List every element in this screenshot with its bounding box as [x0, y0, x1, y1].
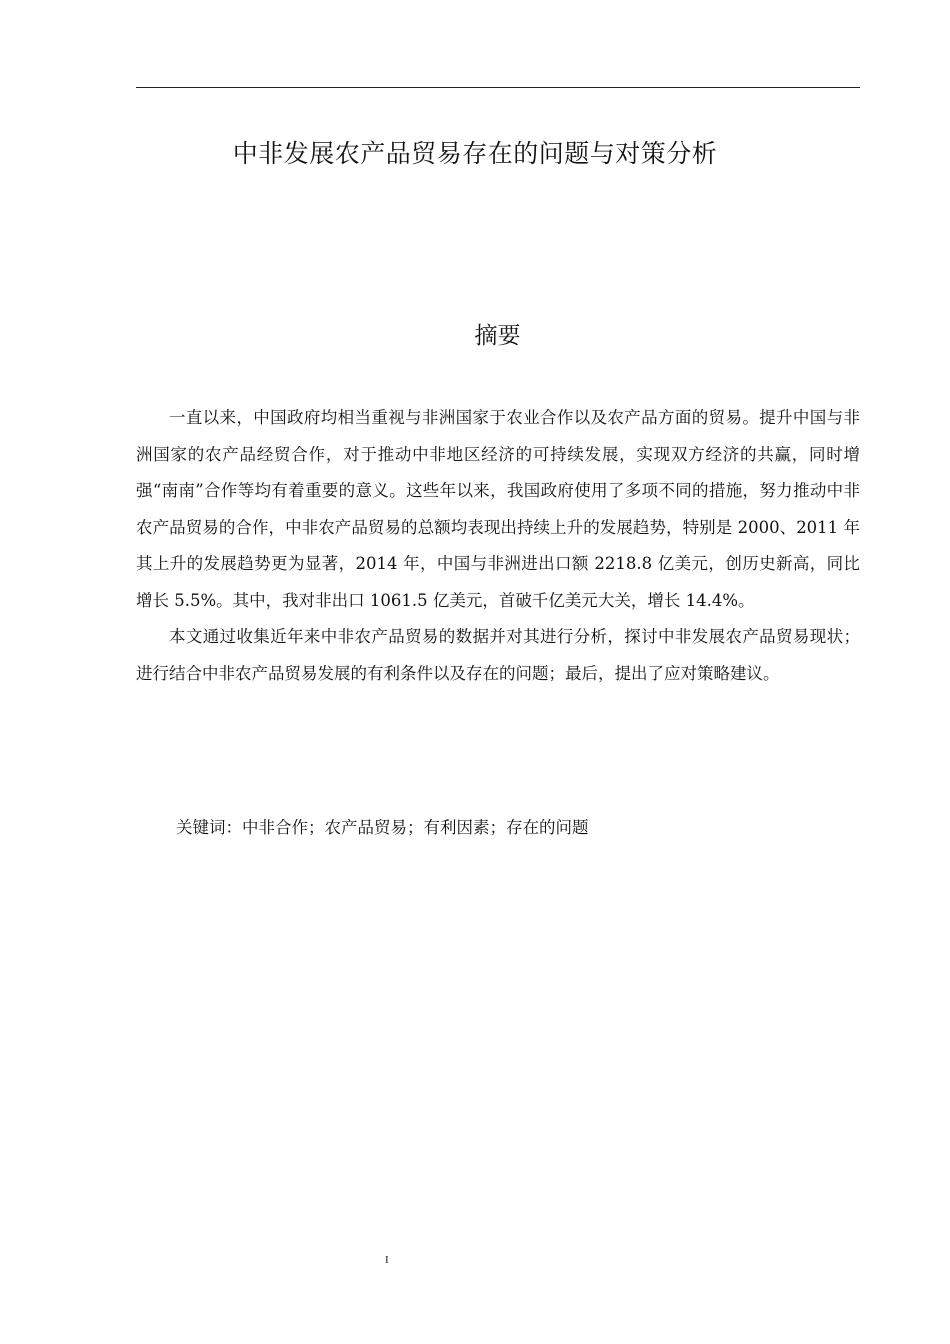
- abstract-paragraph-2: 本文通过收集近年来中非农产品贸易的数据并对其进行分析，探讨中非发展农产品贸易现状；进行结合中非农产品贸易发展的有利条件以及存在的问题；最后，提出了应对策略建议。: [136, 627, 860, 683]
- document-title: 中非发展农产品贸易存在的问题与对策分析: [232, 139, 718, 168]
- abstract-heading: 摘要: [474, 323, 521, 349]
- keywords-text: 中非合作；农产品贸易；有利因素；存在的问题: [242, 818, 589, 837]
- abstract-paragraph-1: 一直以来，中国政府均相当重视与非洲国家于农业合作以及农产品方面的贸易。提升中国与非洲国家的农产品经贸合作，对于推动中非地区经济的可持续发展，实现双方经济的共赢，同时增强“南南”合作等均有着重要的意义。这些年以来，我国政府使用了多项不同的措施，努力推动中非农产品贸易的合作，中非农产品贸易的总额均表现出持续上升的发展趋势，特别是 2000、2011 年其上升的发展趋势更为显著，2014 年，中国与非洲进出口额 2218.8 亿美元，创历史新高，同比增长 5.5%。其中，我对非出口 1061.5 亿美元，首破千亿美元大关，增长 14.4%。: [136, 408, 860, 610]
- keywords-label: 关键词：: [176, 818, 242, 837]
- abstract-body: [136, 400, 860, 692]
- page-number: I: [385, 1254, 389, 1266]
- keywords-line: [176, 812, 589, 844]
- header-rule: [136, 87, 860, 88]
